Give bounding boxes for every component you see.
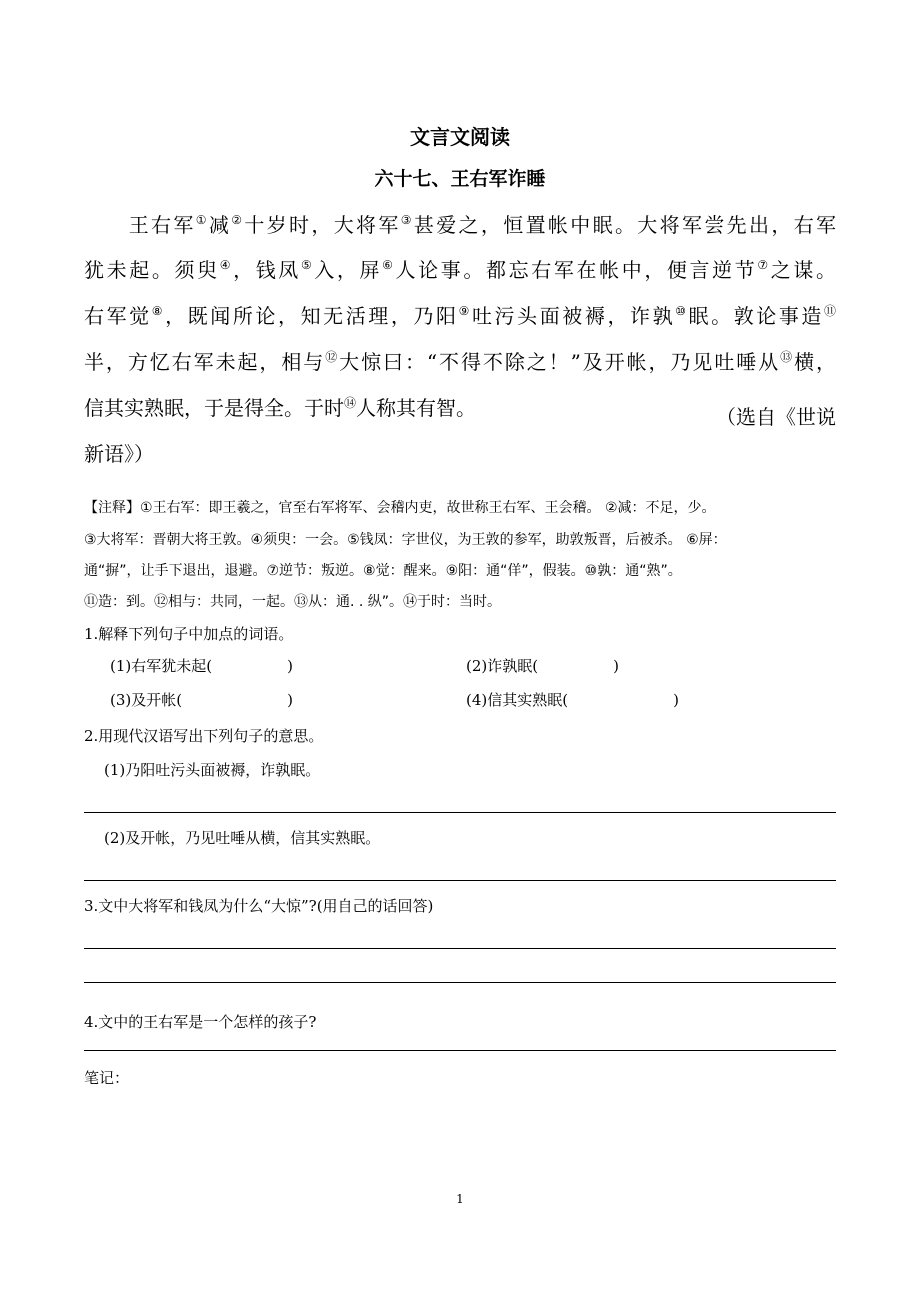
passage-text: 减 bbox=[208, 213, 232, 237]
page-title: 文言文阅读 bbox=[410, 125, 510, 149]
question-2-item: (2)及开帐，乃见吐唾从横，信其实熟眠。 bbox=[104, 829, 381, 847]
question-1-item: (1)右军犹未起( ) bbox=[110, 657, 293, 675]
footnote-marker: ⑤ bbox=[300, 258, 315, 272]
question-1-item: (2)诈孰眠( ) bbox=[466, 657, 619, 675]
passage-text: ，既闻所论，知无活理，乃阳 bbox=[165, 304, 459, 328]
answer-line[interactable] bbox=[84, 948, 836, 949]
footnote-marker: ⑬ bbox=[780, 350, 795, 364]
notes-label: 笔记： bbox=[84, 1069, 130, 1087]
footnote-marker: ③ bbox=[400, 213, 414, 227]
passage-line bbox=[84, 213, 836, 237]
passage-text: 十岁时，大将军 bbox=[244, 213, 401, 237]
passage-text: 人论事。都忘右军在帐中，便言逆节 bbox=[395, 258, 758, 282]
passage-text: 人称其有智。 bbox=[356, 396, 477, 420]
question-4: 4.文中的王右军是一个怎样的孩子? bbox=[84, 1013, 317, 1031]
footnote-marker: ④ bbox=[219, 258, 234, 272]
answer-line[interactable] bbox=[84, 880, 836, 881]
passage-text: 新语》） bbox=[84, 442, 154, 466]
question-1-item: (4)信其实熟眠( ) bbox=[466, 691, 679, 709]
passage-text: 甚爱之，恒置帐中眠。大将军尝先出，右军 bbox=[413, 213, 837, 237]
question-2: 2.用现代汉语写出下列句子的意思。 bbox=[84, 727, 324, 745]
passage-text: 吐污头面被褥，诈孰 bbox=[471, 304, 676, 328]
annotation-line: 通“摒”，让手下退出，退避。⑦逆节：叛逆。⑧觉：醒来。⑨阳：通“佯”，假装。⑩孰：通“熟”。 bbox=[84, 563, 682, 579]
passage-text: 横， bbox=[794, 350, 837, 374]
passage-source: （选自《世说 bbox=[716, 405, 836, 429]
passage-text: 王右军 bbox=[84, 213, 196, 237]
passage-line bbox=[84, 304, 836, 328]
footnote-marker: ⑫ bbox=[325, 350, 340, 364]
footnote-marker: ⑦ bbox=[757, 258, 771, 272]
footnote-marker: ⑧ bbox=[151, 304, 166, 318]
question-1: 1.解释下列句子中加点的词语。 bbox=[84, 625, 294, 643]
passage-line bbox=[84, 442, 836, 466]
footnote-marker: ⑨ bbox=[458, 304, 472, 318]
passage-text: 眠。敦论事造 bbox=[688, 304, 825, 328]
passage-text: ，钱凤 bbox=[233, 258, 301, 282]
passage-text: 半，方忆右军未起，相与 bbox=[84, 350, 326, 374]
footnote-marker: ② bbox=[231, 213, 245, 227]
footnote-marker: ⑥ bbox=[382, 258, 396, 272]
passage-text: 犹未起。须臾 bbox=[84, 258, 220, 282]
footnote-marker: ⑭ bbox=[344, 396, 357, 410]
footnote-marker: ⑪ bbox=[824, 304, 837, 318]
passage-text: 信其实熟眠，于是得全。于时 bbox=[84, 396, 344, 420]
passage-text: 右军觉 bbox=[84, 304, 152, 328]
annotation-line: ⑪造：到。⑫相与：共同，一起。⑬从：通. . 纵”。⑭于时：当时。 bbox=[84, 594, 502, 610]
passage-text: 大惊曰：“不得不除之！”及开帐，乃见吐唾从 bbox=[339, 350, 781, 374]
passage-line bbox=[84, 258, 836, 282]
passage-subtitle: 六十七、王右军诈睡 bbox=[374, 168, 546, 190]
passage-text: 之谋。 bbox=[770, 258, 837, 282]
footnote-marker: ① bbox=[195, 213, 209, 227]
question-3: 3.文中大将军和钱凤为什么“大惊”?(用自己的话回答) bbox=[84, 897, 434, 915]
page-number: 1 bbox=[456, 1192, 464, 1206]
answer-line[interactable] bbox=[84, 812, 836, 813]
annotation-line: ③大将军：晋朝大将王敦。④须臾：一会。⑤钱凤：字世仪，为王敦的参军，助敦叛晋，后被杀。 ⑥屏： bbox=[84, 532, 727, 548]
annotation-line: 【注释】①王右军：即王羲之，官至右军将军、会稽内吏，故世称王右军、王会稽。 ②减：不足，少。 bbox=[84, 500, 716, 516]
footnote-marker: ⑩ bbox=[675, 304, 689, 318]
question-1-item: (3)及开帐( ) bbox=[110, 691, 293, 709]
passage-line bbox=[84, 350, 836, 374]
answer-line[interactable] bbox=[84, 982, 836, 983]
question-2-item: (1)乃阳吐污头面被褥，诈孰眠。 bbox=[104, 761, 321, 779]
answer-line[interactable] bbox=[84, 1050, 836, 1051]
passage-text: 入，屏 bbox=[314, 258, 383, 282]
